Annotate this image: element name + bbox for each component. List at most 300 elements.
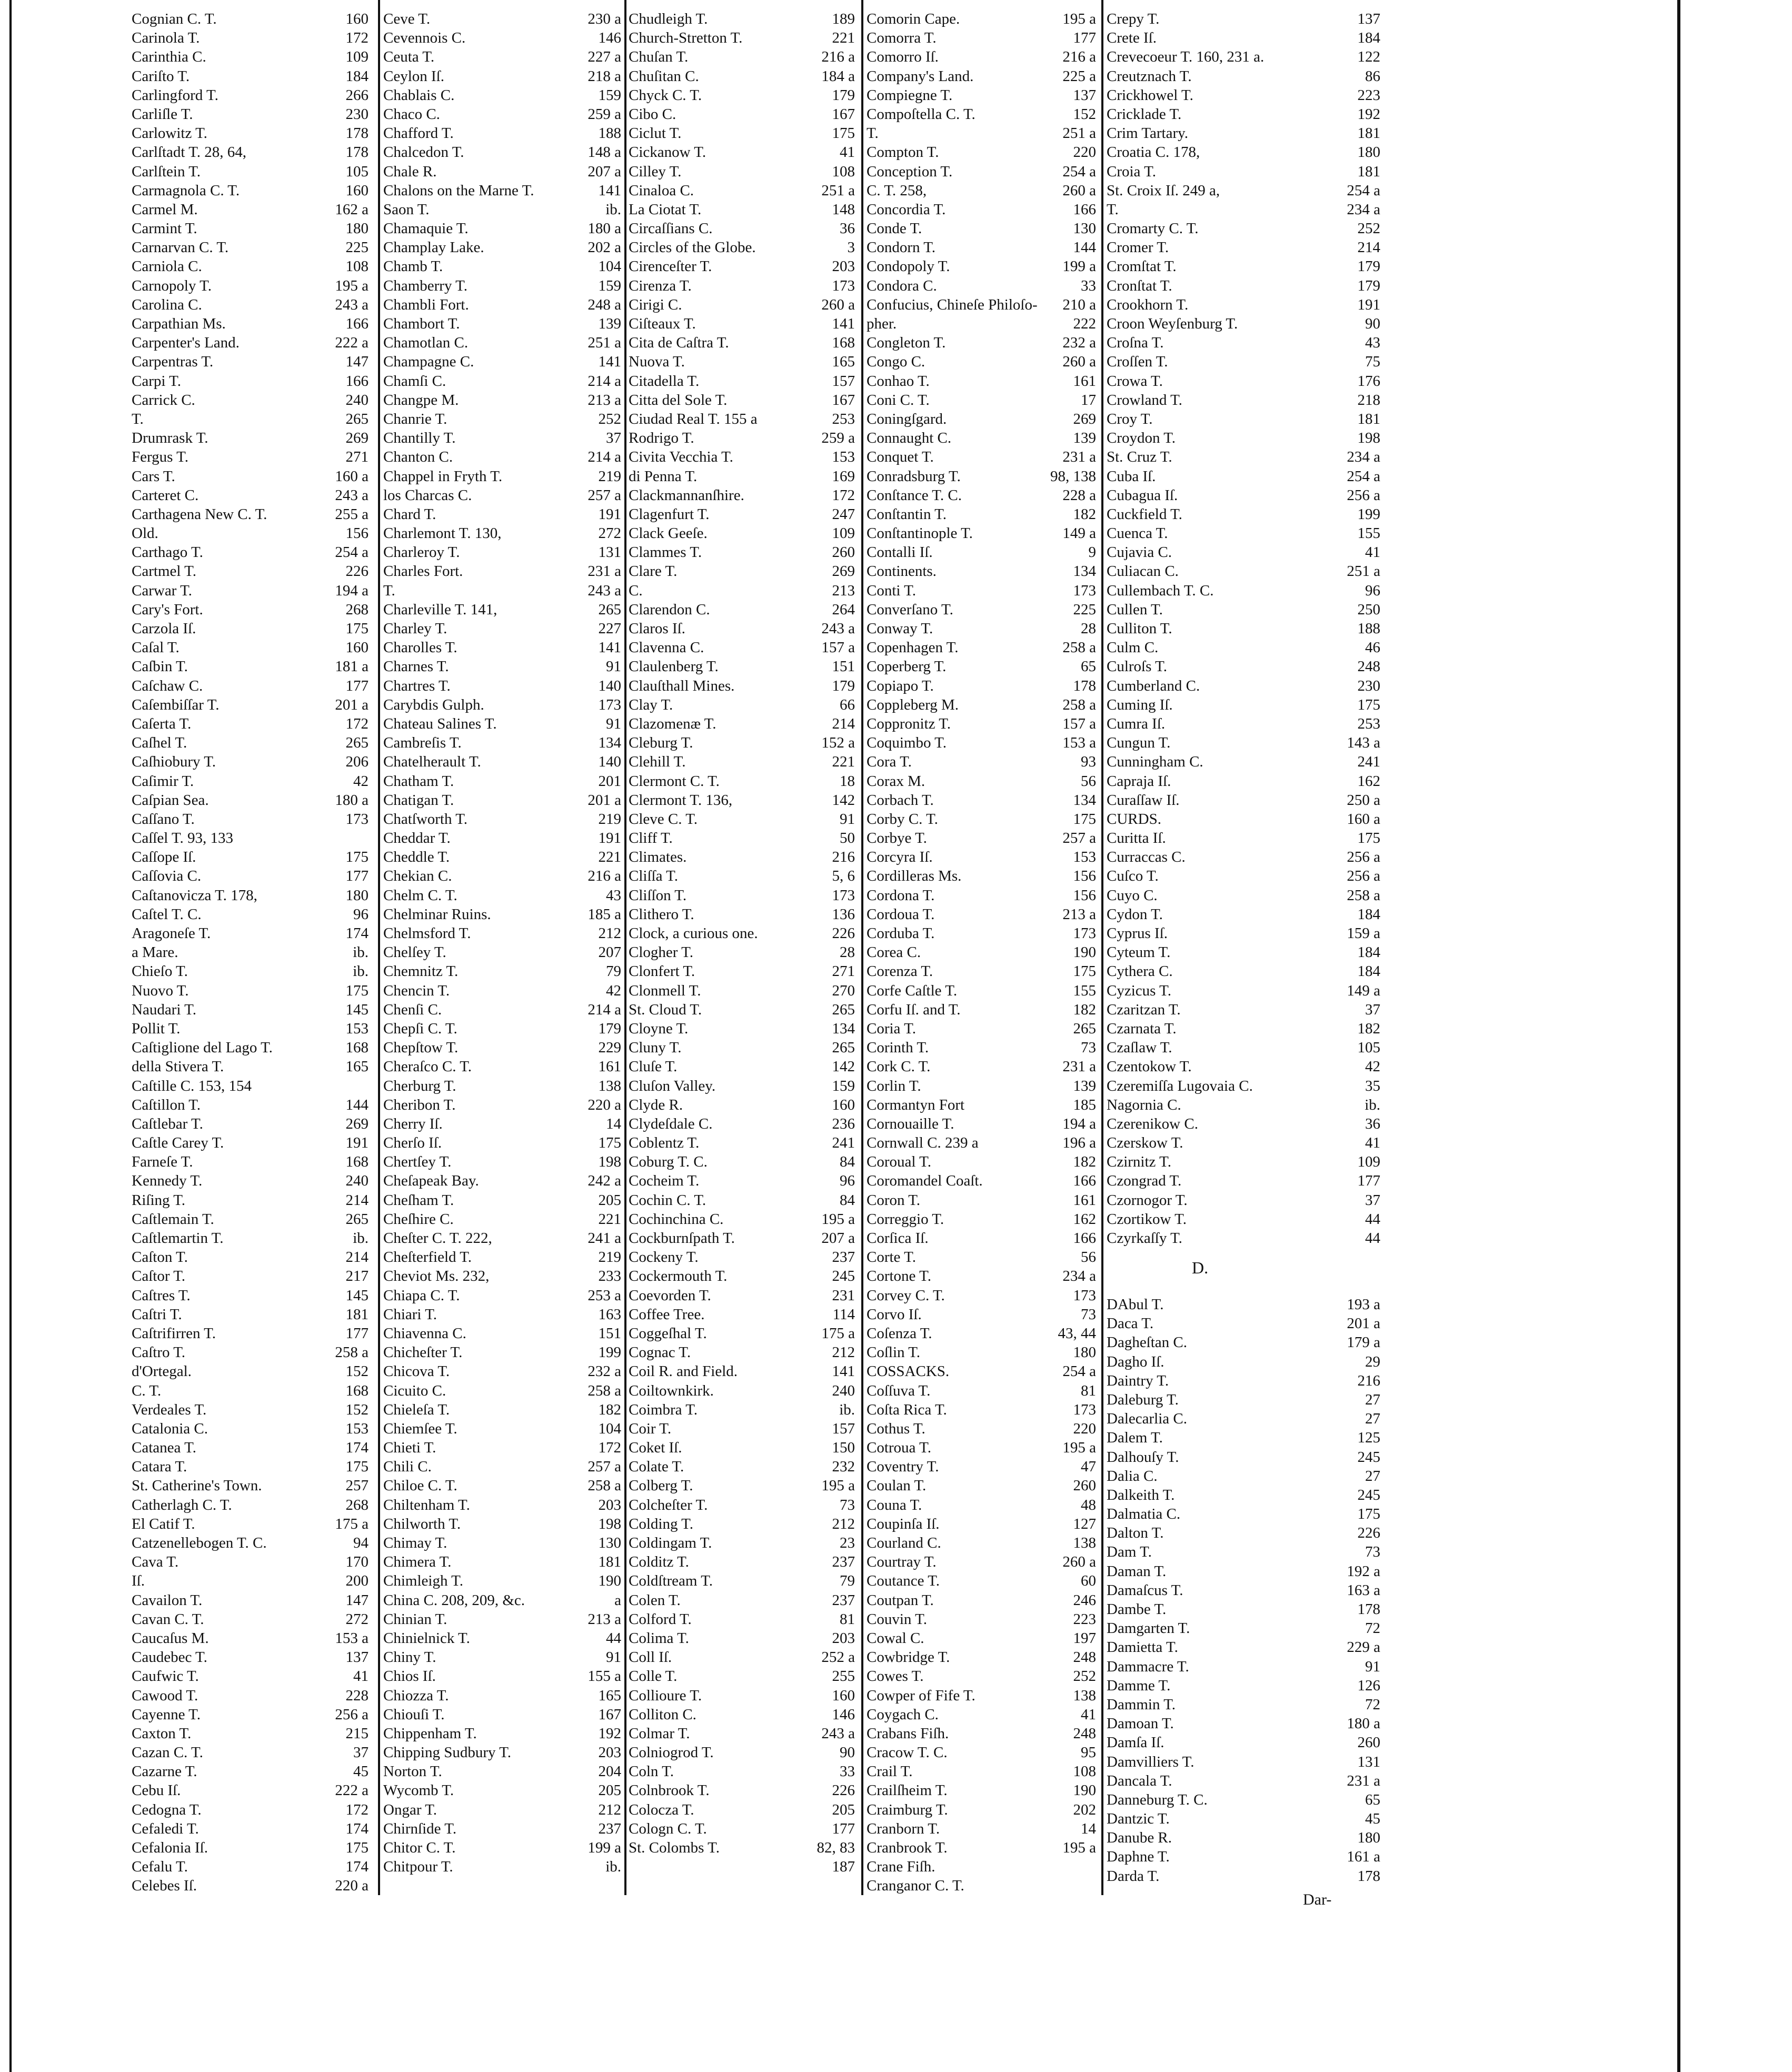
entry-name: Caudebec T. (132, 1649, 207, 1666)
entry-name: Cythera C. (1107, 963, 1173, 980)
index-entry (629, 1838, 855, 1857)
entry-name: Dagheſtan C. (1107, 1334, 1188, 1351)
entry-name: Chaco C. (383, 105, 440, 123)
entry-page: 155 a (588, 1668, 621, 1685)
entry-page: 126 (1357, 1677, 1380, 1694)
entry-page: 48 (1081, 1496, 1096, 1513)
entry-page: 177 (345, 677, 369, 694)
entry-name: Cheribon T. (383, 1096, 456, 1113)
entry-page: 237 (832, 1249, 855, 1266)
entry-name: Carzola Iſ. (132, 620, 196, 637)
entry-page: 139 (598, 315, 621, 332)
entry-page: 131 (1357, 1753, 1380, 1770)
index-entry (1107, 714, 1380, 733)
entry-page: 152 a (821, 734, 855, 752)
entry-name: Colocza T. (629, 1801, 694, 1818)
index-entry (629, 1362, 855, 1381)
entry-name: Chiny T. (383, 1649, 436, 1666)
entry-page: 184 (1357, 944, 1380, 961)
entry-page: 90 (1365, 315, 1380, 332)
index-entry (867, 1038, 1096, 1057)
entry-page: 14 (1081, 1820, 1096, 1837)
index-entry (629, 1438, 855, 1457)
entry-page: 232 a (1062, 334, 1096, 352)
index-entry (383, 981, 621, 1000)
entry-name: St. Cruz T. (1107, 449, 1172, 466)
entry-page: 213 (832, 582, 855, 599)
index-entry (867, 1324, 1096, 1343)
entry-page: 41 (353, 1668, 369, 1685)
entry-page: 188 (1357, 620, 1380, 637)
entry-page: 217 (345, 1268, 369, 1285)
index-entry (629, 86, 855, 105)
entry-name: Chelmsford T. (383, 925, 471, 942)
entry-page: 137 (1073, 86, 1096, 104)
entry-page: 157 (832, 1420, 855, 1437)
index-entry (383, 1610, 621, 1629)
entry-page: 149 a (1347, 982, 1380, 999)
entry-page: 148 a (588, 144, 621, 161)
entry-page: 228 (345, 1687, 369, 1704)
entry-page: 137 (345, 1649, 369, 1666)
index-entry (132, 1419, 369, 1438)
entry-name: Cranbrook T. (867, 1839, 948, 1856)
entry-page: 145 (345, 1287, 369, 1304)
entry-name: Charley T. (383, 620, 447, 637)
entry-page: 165 (345, 1058, 369, 1075)
entry-name: Chiapa C. T. (383, 1287, 460, 1304)
index-entry (383, 505, 621, 524)
entry-name: Croon Weyſenburg T. (1107, 315, 1238, 332)
entry-name: Caſtel T. C. (132, 905, 202, 923)
entry-page: 205 (598, 1191, 621, 1209)
index-entry (867, 562, 1096, 581)
entry-name: T. (132, 410, 144, 427)
entry-page: 43 (606, 886, 621, 904)
entry-name: Caſſano T. (132, 810, 195, 828)
entry-name: Danube R. (1107, 1829, 1172, 1847)
entry-page: 36 (840, 220, 855, 237)
index-entry (867, 1095, 1096, 1114)
entry-name: Claulenberg T. (629, 658, 719, 675)
index-entry (629, 238, 855, 257)
entry-name: Couvin T. (867, 1610, 927, 1628)
index-entry (629, 714, 855, 733)
entry-page: 147 (345, 353, 369, 371)
index-entry (629, 1210, 855, 1229)
entry-page: 190 (1073, 944, 1096, 961)
entry-name: pher. (867, 315, 897, 332)
entry-page: 142 (832, 1058, 855, 1075)
index-entry (383, 1171, 621, 1190)
entry-name: Cleve C. T. (629, 810, 698, 828)
entry-page: 257 a (588, 486, 621, 504)
entry-page: 160 (345, 639, 369, 656)
entry-page: 231 (832, 1287, 855, 1304)
entry-name: Cuming Iſ. (1107, 696, 1173, 713)
entry-name: Naudari T. (132, 1001, 196, 1018)
index-entry (867, 181, 1096, 200)
entry-page: 150 (832, 1439, 855, 1457)
entry-page: 196 a (1062, 1134, 1096, 1152)
index-entry (629, 981, 855, 1000)
index-entry (867, 1019, 1096, 1038)
entry-name: Chamb T. (383, 258, 443, 275)
index-entry (629, 886, 855, 905)
entry-page: 73 (840, 1496, 855, 1513)
entry-name: Caſtle Carey T. (132, 1134, 224, 1152)
entry-page: 134 (598, 734, 621, 752)
entry-name: Cordona T. (867, 886, 935, 904)
column-rule (861, 0, 863, 1895)
entry-name: Cyzicus T. (1107, 982, 1171, 999)
entry-name: di Penna T. (629, 467, 698, 485)
index-entry (383, 447, 621, 466)
entry-page: 237 (832, 1591, 855, 1609)
index-entry (867, 1629, 1096, 1648)
entry-name: Dalem T. (1107, 1429, 1163, 1447)
entry-name: Fergus T. (132, 449, 188, 466)
index-entry (1107, 829, 1380, 848)
index-entry (132, 657, 369, 676)
entry-name: Cilley T. (629, 163, 682, 180)
entry-name: Clonfert T. (629, 963, 695, 980)
index-entry (132, 543, 369, 562)
entry-page: 182 (1357, 1020, 1380, 1037)
entry-name: Cluſe T. (629, 1058, 678, 1075)
index-entry (132, 772, 369, 791)
entry-page: 187 (832, 1858, 855, 1876)
entry-name: Crane Fiſh. (867, 1858, 935, 1876)
index-entry (629, 1286, 855, 1305)
index-entry (867, 1515, 1096, 1533)
entry-name: Caſtrifirren T. (132, 1324, 216, 1342)
entry-page: 42 (606, 982, 621, 999)
index-entry (132, 219, 369, 238)
entry-name: Chimleigh T. (383, 1572, 463, 1590)
index-entry (1107, 1095, 1380, 1114)
entry-name: Cars T. (132, 467, 175, 485)
entry-name: Cumra Iſ. (1107, 715, 1166, 732)
entry-page: 161 (598, 1058, 621, 1075)
entry-name: Clarendon C. (629, 601, 710, 618)
entry-page: 260 a (821, 296, 855, 313)
entry-name: Curitta Iſ. (1107, 830, 1166, 847)
entry-name: Dalton T. (1107, 1525, 1164, 1542)
entry-name: St. Catherine's Town. (132, 1477, 262, 1495)
index-entry (867, 505, 1096, 524)
entry-name: Coningſgard. (867, 410, 947, 427)
entry-name: Cujavia C. (1107, 544, 1172, 561)
index-column-3 (629, 9, 855, 1899)
entry-name: Dam T. (1107, 1543, 1152, 1561)
index-entry (132, 1019, 369, 1038)
index-entry (1107, 581, 1380, 600)
entry-name: Cowper of Fife T. (867, 1687, 975, 1704)
index-entry (132, 886, 369, 905)
index-entry (1107, 543, 1380, 562)
entry-page: 144 (345, 1096, 369, 1113)
entry-page: 243 a (335, 296, 369, 313)
entry-name: Clare T. (629, 563, 678, 580)
entry-name: Chiozza T. (383, 1687, 449, 1704)
entry-name: Caſtlemartin T. (132, 1230, 224, 1247)
entry-name: Coutpan T. (867, 1591, 934, 1609)
index-entry (629, 219, 855, 238)
index-entry (1107, 1467, 1380, 1486)
entry-page: 192 (598, 1725, 621, 1742)
index-entry (867, 1305, 1096, 1324)
entry-page: 255 a (335, 505, 369, 523)
entry-page: 23 (840, 1535, 855, 1551)
entry-name: Crowland T. (1107, 391, 1182, 409)
entry-name: Chieleſa T. (383, 1401, 450, 1418)
column-rule (624, 0, 626, 1895)
entry-page: 260 a (1062, 182, 1096, 199)
entry-name: Coburg T. C. (629, 1153, 708, 1171)
entry-page: 173 (1073, 1401, 1096, 1418)
index-entry (132, 1133, 369, 1152)
entry-name: Caucaſus M. (132, 1629, 209, 1647)
entry-name: Coil R. and Field. (629, 1363, 738, 1380)
entry-name: Coupinſa Iſ. (867, 1515, 940, 1532)
entry-name: Chafford T. (383, 125, 454, 142)
entry-page: 216 a (821, 48, 855, 66)
entry-page: 72 (1365, 1696, 1380, 1713)
index-entry (132, 1610, 369, 1629)
index-entry (629, 848, 855, 866)
entry-page: 230 a (588, 11, 621, 27)
index-entry (1107, 562, 1380, 581)
entry-page: 258 a (1347, 886, 1380, 904)
entry-name: Caſtanovicza T. 178, (132, 886, 257, 904)
index-entry (867, 714, 1096, 733)
entry-name: Cowbridge T. (867, 1649, 950, 1666)
entry-name: Cebu Iſ. (132, 1782, 181, 1799)
entry-page: 182 (598, 1401, 621, 1418)
index-entry (383, 600, 621, 619)
index-entry (867, 848, 1096, 866)
entry-page: 28 (840, 944, 855, 961)
entry-page: 259 a (588, 105, 621, 123)
entry-page: 27 (1365, 1467, 1380, 1485)
index-entry (1107, 752, 1380, 771)
entry-name: Coygach C. (867, 1706, 939, 1723)
entry-page: 269 (1073, 410, 1096, 427)
entry-name: Cherſo Iſ. (383, 1134, 442, 1152)
entry-page: 258 a (335, 1344, 369, 1361)
index-entry (383, 486, 621, 505)
entry-page: 109 (832, 525, 855, 542)
index-entry (383, 391, 621, 410)
entry-page: 56 (1081, 772, 1096, 790)
entry-page: 218 a (588, 67, 621, 85)
entry-page: 231 a (588, 563, 621, 580)
index-entry (1107, 1057, 1380, 1076)
index-entry (867, 866, 1096, 885)
index-entry (1107, 143, 1380, 162)
index-entry (132, 1705, 369, 1724)
entry-name: Cocheim T. (629, 1172, 700, 1190)
index-entry (867, 352, 1096, 371)
entry-page: 173 (1073, 925, 1096, 942)
entry-page: 161 (1073, 372, 1096, 390)
entry-page: 226 (832, 925, 855, 942)
entry-name: Chatham T. (383, 772, 454, 790)
entry-page: 272 (598, 525, 621, 542)
entry-name: Cickanow T. (629, 144, 706, 161)
entry-name: Chappel in Fryth T. (383, 467, 503, 485)
index-entry (132, 1648, 369, 1667)
entry-name: Ongar T. (383, 1801, 437, 1818)
entry-name: Chippenham T. (383, 1725, 477, 1742)
index-entry (629, 1267, 855, 1286)
index-entry (383, 257, 621, 276)
entry-page: 104 (598, 258, 621, 275)
entry-name: Chamotlan C. (383, 334, 469, 352)
entry-name: Cunningham C. (1107, 753, 1203, 771)
entry-page: 43 (1365, 334, 1380, 352)
entry-name: Damietta T. (1107, 1639, 1178, 1656)
entry-name: Chemnitz T. (383, 963, 459, 980)
entry-page: 166 (345, 315, 369, 332)
entry-name: Corby C. T. (867, 810, 938, 828)
index-entry (383, 733, 621, 752)
index-entry (629, 1229, 855, 1248)
index-entry (132, 1838, 369, 1857)
index-entry (867, 1077, 1096, 1095)
entry-page: 104 (598, 1420, 621, 1437)
entry-name: Creutznach T. (1107, 67, 1192, 85)
entry-page: ib. (353, 944, 369, 961)
entry-page: 139 (1073, 1077, 1096, 1094)
entry-page: 195 a (821, 1477, 855, 1495)
entry-name: Chimera T. (383, 1553, 452, 1571)
entry-name: Cleburg T. (629, 734, 693, 752)
entry-page: 254 a (1062, 163, 1096, 180)
entry-name: Cliff T. (629, 830, 673, 847)
entry-name: Conradsburg T. (867, 467, 961, 485)
entry-page: 44 (606, 1629, 621, 1647)
entry-name: Ceuta T. (383, 48, 435, 66)
index-entry (867, 1781, 1096, 1800)
entry-name: Drumrask T. (132, 430, 208, 447)
entry-name: Colle T. (629, 1668, 678, 1685)
entry-name: Courtray T. (867, 1553, 937, 1571)
entry-page: 175 (345, 982, 369, 999)
entry-page: 163 a (1347, 1581, 1380, 1599)
index-entry (629, 200, 855, 219)
entry-name: Caſembiſſar T. (132, 696, 220, 713)
entry-page: 179 (832, 677, 855, 694)
index-entry (132, 143, 369, 162)
entry-name: Crim Tartary. (1107, 125, 1189, 142)
entry-page: 109 (1357, 1153, 1380, 1171)
entry-name: Clammes T. (629, 544, 702, 561)
index-entry (132, 1114, 369, 1133)
index-entry (1107, 276, 1380, 295)
entry-name: Culroſs T. (1107, 658, 1167, 675)
index-entry (132, 410, 369, 429)
entry-name: Daphne T. (1107, 1848, 1170, 1866)
index-entry (867, 1476, 1096, 1495)
entry-page: 227 a (588, 48, 621, 66)
entry-name: Cyteum T. (1107, 944, 1171, 961)
entry-name: Chepſtow T. (383, 1039, 459, 1057)
entry-name: Coket Iſ. (629, 1439, 682, 1457)
index-entry (132, 943, 369, 962)
index-entry (383, 1038, 621, 1057)
entry-page: 179 (832, 86, 855, 104)
index-entry (1107, 866, 1380, 885)
index-entry (383, 1324, 621, 1343)
entry-page: 260 (1357, 1734, 1380, 1751)
entry-page: 233 (598, 1268, 621, 1285)
index-entry (132, 638, 369, 657)
entry-page: 268 (345, 1496, 369, 1513)
index-entry (132, 1876, 369, 1895)
entry-page: 199 (1357, 505, 1380, 523)
entry-name: Clogher T. (629, 944, 693, 961)
index-entry (629, 657, 855, 676)
entry-page: 166 (1073, 201, 1096, 218)
entry-name: Kennedy T. (132, 1172, 203, 1190)
entry-name: Czornogor T. (1107, 1191, 1188, 1209)
index-entry (1107, 372, 1380, 391)
entry-name: Cognian C. T. (132, 11, 217, 27)
entry-name: Cromer T. (1107, 239, 1169, 256)
index-entry (867, 1362, 1096, 1381)
entry-page: 175 (345, 1458, 369, 1476)
entry-page: 215 (345, 1725, 369, 1742)
entry-name: Corfe Caſtle T. (867, 982, 958, 999)
entry-page: 175 (1357, 696, 1380, 713)
entry-name: Correggio T. (867, 1210, 944, 1228)
entry-page: 159 (832, 1077, 855, 1094)
entry-page: 138 (1073, 1535, 1096, 1551)
index-entry (1107, 124, 1380, 143)
entry-name: T. (383, 582, 395, 599)
entry-page: 225 (345, 239, 369, 256)
entry-page: 201 a (1347, 1315, 1380, 1332)
entry-page: 234 a (1347, 201, 1380, 218)
entry-page: 190 (1073, 1782, 1096, 1799)
entry-page: 18 (840, 772, 855, 790)
index-entry (1107, 1600, 1380, 1619)
entry-name: Carybdis Gulph. (383, 696, 484, 713)
entry-page: 223 (1073, 1610, 1096, 1628)
entry-page: 246 (1073, 1591, 1096, 1609)
entry-name: Clock, a curious one. (629, 925, 758, 942)
entry-name: Croatia C. 178, (1107, 144, 1200, 161)
entry-page: 143 a (1347, 734, 1380, 752)
entry-page: 127 (1073, 1515, 1096, 1532)
entry-name: Cracow T. C. (867, 1744, 948, 1761)
entry-page: 29 (1365, 1353, 1380, 1370)
entry-page: 142 (832, 791, 855, 809)
entry-name: Nuovo T. (132, 982, 189, 999)
entry-name: Dalhouſy T. (1107, 1448, 1179, 1466)
entry-name: Curaſſaw Iſ. (1107, 791, 1180, 809)
entry-name: Cuba Iſ. (1107, 467, 1156, 485)
entry-name: Czyrkaſſy T. (1107, 1230, 1182, 1247)
entry-page: 254 a (1347, 467, 1380, 485)
entry-page: 245 (832, 1268, 855, 1285)
entry-page: 66 (840, 696, 855, 713)
index-entry (383, 657, 621, 676)
entry-name: Carniola C. (132, 258, 202, 275)
index-entry (383, 714, 621, 733)
